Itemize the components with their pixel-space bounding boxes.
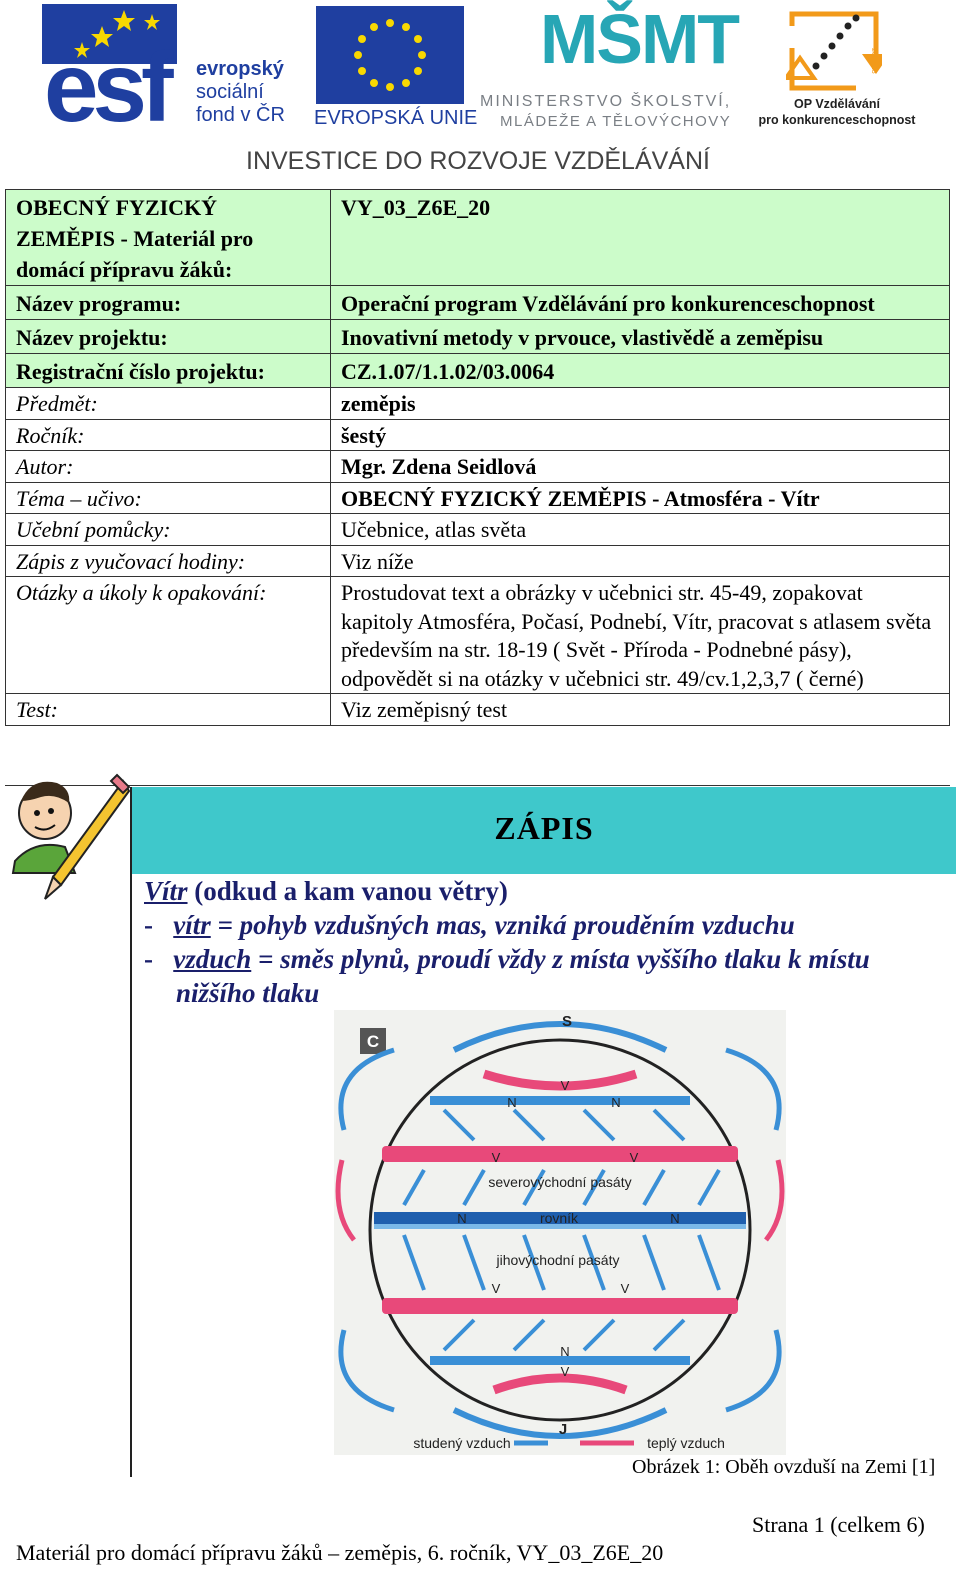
row-label: Předmět: — [6, 388, 331, 420]
op-logo-text — [752, 96, 922, 128]
row-label: Otázky a úkoly k opakování: — [6, 577, 331, 694]
notes-item-vzduch: - vzduch = směs plynů, proudí vždy z místa vyššího tlaku k místu — [144, 944, 870, 974]
row-value: OBECNÝ FYZICKÝ ZEMĚPIS - Atmosféra - Vítr — [331, 482, 950, 514]
divider — [5, 785, 950, 786]
pencil-boy-icon — [5, 773, 130, 901]
row-label: Učební pomůcky: — [6, 514, 331, 546]
label-v-sub-s-1: V — [491, 1281, 501, 1296]
belt-north-low — [430, 1096, 690, 1105]
msmt-line2: MLÁDEŽE A TĚLOVÝCHOVY — [500, 113, 732, 130]
table-row — [6, 451, 950, 483]
msmt-logo: MŠMT — [540, 0, 739, 78]
label-north: S — [561, 1013, 573, 1030]
row-value: šestý — [331, 419, 950, 451]
row-value: Operační program Vzdělávání pro konkurenceschopnost — [331, 286, 950, 320]
op-text-line1: OP Vzdělávání — [794, 97, 880, 111]
table-row — [6, 388, 950, 420]
label-ne-trades: severovýchodní pasáty — [488, 1174, 632, 1190]
row-value: CZ.1.07/1.1.02/03.0064 — [331, 354, 950, 388]
op-text-line2: pro konkurenceschopnost — [758, 113, 916, 127]
row-value: Viz zeměpisný test — [331, 694, 950, 726]
page-number: Strana 1 (celkem 6) — [752, 1512, 925, 1537]
row-label: Registrační číslo projektu: — [6, 354, 331, 388]
table-row — [6, 286, 950, 320]
panel-letter: C — [366, 1032, 380, 1051]
row-value: zeměpis — [331, 388, 950, 420]
msmt-line1: MINISTERSTVO ŠKOLSTVÍ, — [480, 93, 732, 110]
eu-name: EVROPSKÁ UNIE — [314, 107, 478, 129]
table-row — [6, 190, 950, 286]
table-row — [6, 577, 950, 694]
label-v-sub-n-2: V — [629, 1150, 639, 1165]
esf-text-line1: evropský — [196, 58, 284, 80]
row-label: Název projektu: — [6, 320, 331, 354]
logos-header — [0, 0, 960, 180]
label-eq-low-2: N — [670, 1211, 680, 1226]
label-se-trades: jihovýchodní pasáty — [496, 1252, 620, 1268]
row-label: OBECNÝ FYZICKÝ ZEMĚPIS - Materiál pro domácí přípravu žáků: — [6, 190, 331, 286]
label-s-low: N — [560, 1344, 570, 1359]
table-row — [6, 320, 950, 354]
row-value: Mgr. Zdena Seidlová — [331, 451, 950, 483]
row-label: Téma – učivo: — [6, 482, 331, 514]
info-table — [5, 189, 950, 726]
row-label: Autor: — [6, 451, 331, 483]
notes-heading — [144, 876, 508, 907]
label-v-polar-n: V — [560, 1078, 570, 1093]
def-vitr: = pohyb vzdušných mas, vzniká prouděním vzduchu — [210, 910, 795, 940]
table-row — [6, 514, 950, 546]
row-value: Inovativní metody v prvouce, vlastivědě a zeměpisu — [331, 320, 950, 354]
row-value: Prostudovat text a obrázky v učebnici str. 45-49, zopakovat kapitoly Atmosféra, Počasí, Podnebí, Vítr, pracovat s atlasem světa především na str. 18-19 ( Svět - Příroda - Podnebné pásy), odpovědět si na otázky v učebnici str. 49/cv.1,2,3,7 ( černé) — [331, 577, 950, 694]
section-border — [130, 787, 132, 1477]
row-label: Název programu: — [6, 286, 331, 320]
row-label: Test: — [6, 694, 331, 726]
footer-text: Materiál pro domácí přípravu žáků – zeměpis, 6. ročník, VY_03_Z6E_20 — [16, 1540, 664, 1565]
row-value: Viz níže — [331, 545, 950, 577]
belt-north-subtropical-high — [382, 1146, 738, 1162]
label-v-sub-n-1: V — [491, 1150, 501, 1165]
notes-item-vzduch-cont: nižšího tlaku — [176, 978, 320, 1008]
label-south: J — [558, 1421, 568, 1438]
table-row — [6, 419, 950, 451]
belt-south-subtropical-high — [382, 1298, 738, 1314]
notes-heading-rest: (odkud a kam vanou větry) — [187, 876, 508, 906]
op-years: 2007-13 — [870, 48, 877, 74]
label-cold-air: studený vzduch — [413, 1435, 511, 1451]
label-eq-low-1: N — [457, 1211, 467, 1226]
row-value: Učebnice, atlas světa — [331, 514, 950, 546]
table-row — [6, 482, 950, 514]
row-label: Ročník: — [6, 419, 331, 451]
figure-caption: Obrázek 1: Oběh ovzduší na Zemi [1] — [632, 1456, 936, 1478]
atmosphere-circulation-diagram — [334, 1010, 786, 1455]
label-v-polar-s: V — [560, 1364, 570, 1379]
esf-text-line3: fond v ČR — [196, 104, 285, 126]
term-vitr: vítr — [173, 910, 211, 940]
notes-heading-word: Vítr — [144, 876, 188, 906]
label-warm-air: teplý vzduch — [647, 1435, 725, 1451]
esf-wordmark: esf — [44, 32, 168, 142]
eu-flag-icon — [316, 6, 464, 104]
notes-item-vitr: - vítr = pohyb vzdušných mas, vzniká prouděním vzduchu — [144, 910, 795, 940]
esf-logo-text — [196, 58, 285, 127]
term-vzduch: vzduch — [173, 944, 252, 974]
table-row — [6, 354, 950, 388]
op-logo-icon — [786, 8, 882, 94]
investice-tagline: INVESTICE DO ROZVOJE VZDĚLÁVÁNÍ — [246, 147, 710, 175]
table-row — [6, 545, 950, 577]
label-n-low-2: N — [611, 1095, 621, 1110]
row-label: Zápis z vyučovací hodiny: — [6, 545, 331, 577]
label-v-sub-s-2: V — [620, 1281, 630, 1296]
row-value: VY_03_Z6E_20 — [331, 190, 950, 286]
table-row — [6, 694, 950, 726]
def-vzduch: = směs plynů, proudí vždy z místa vyššího tlaku k místu — [251, 944, 870, 974]
zapis-title: ZÁPIS — [494, 810, 594, 846]
label-equator: rovník — [539, 1210, 579, 1226]
label-n-low-1: N — [507, 1095, 517, 1110]
esf-text-line2: sociální — [196, 81, 264, 103]
